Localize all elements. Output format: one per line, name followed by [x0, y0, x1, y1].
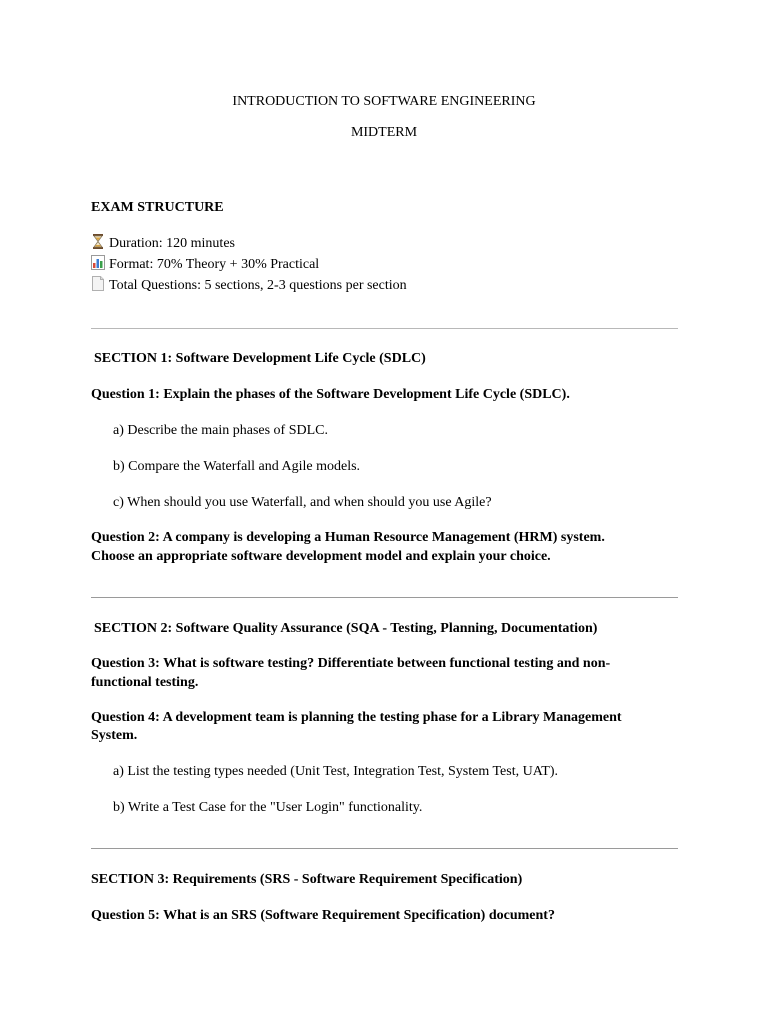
question-3-line-2: functional testing. [91, 675, 199, 690]
section-3-heading: SECTION 3: Requirements (SRS - Software Requirement Specification) [91, 872, 523, 887]
duration-text: Duration: 120 minutes [109, 236, 235, 251]
question-4-part-a: a) List the testing types needed (Unit Test, Integration Test, System Test, UAT). [113, 764, 558, 779]
bar-chart-icon [91, 255, 105, 270]
divider [91, 597, 678, 598]
format-text: Format: 70% Theory + 30% Practical [109, 257, 320, 272]
question-1: Question 1: Explain the phases of the Software Development Life Cycle (SDLC). [91, 387, 570, 402]
question-1-part-b: b) Compare the Waterfall and Agile models. [113, 459, 361, 474]
question-5: Question 5: What is an SRS (Software Requirement Specification) document? [91, 908, 555, 923]
section-2-heading: SECTION 2: Software Quality Assurance (SQA - Testing, Planning, Documentation) [94, 621, 598, 636]
document-icon [91, 276, 105, 291]
divider [91, 328, 678, 329]
question-2-line-1: Question 2: A company is developing a Human Resource Management (HRM) system. [91, 530, 605, 545]
exam-structure-heading: EXAM STRUCTURE [91, 200, 224, 215]
total-questions-line [91, 276, 407, 295]
document-subtitle: MIDTERM [350, 125, 418, 140]
divider [91, 848, 678, 849]
section-1-heading: SECTION 1: Software Development Life Cycle (SDLC) [94, 351, 426, 366]
question-1-part-c: c) When should you use Waterfall, and when should you use Agile? [113, 495, 492, 510]
hourglass-icon [91, 234, 105, 249]
question-1-part-a: a) Describe the main phases of SDLC. [113, 423, 328, 438]
document-title: INTRODUCTION TO SOFTWARE ENGINEERING [232, 94, 536, 109]
question-3-line-1: Question 3: What is software testing? Differentiate between functional testing and non- [91, 656, 611, 671]
format-line [91, 255, 319, 274]
question-4-line-2: System. [91, 728, 138, 743]
question-4-line-1: Question 4: A development team is planning the testing phase for a Library Management [91, 710, 622, 725]
question-4-part-b: b) Write a Test Case for the "User Login" functionality. [113, 800, 423, 815]
question-2-line-2: Choose an appropriate software development model and explain your choice. [91, 549, 551, 564]
total-questions-text: Total Questions: 5 sections, 2-3 questions per section [109, 278, 407, 293]
duration-line [91, 234, 235, 253]
